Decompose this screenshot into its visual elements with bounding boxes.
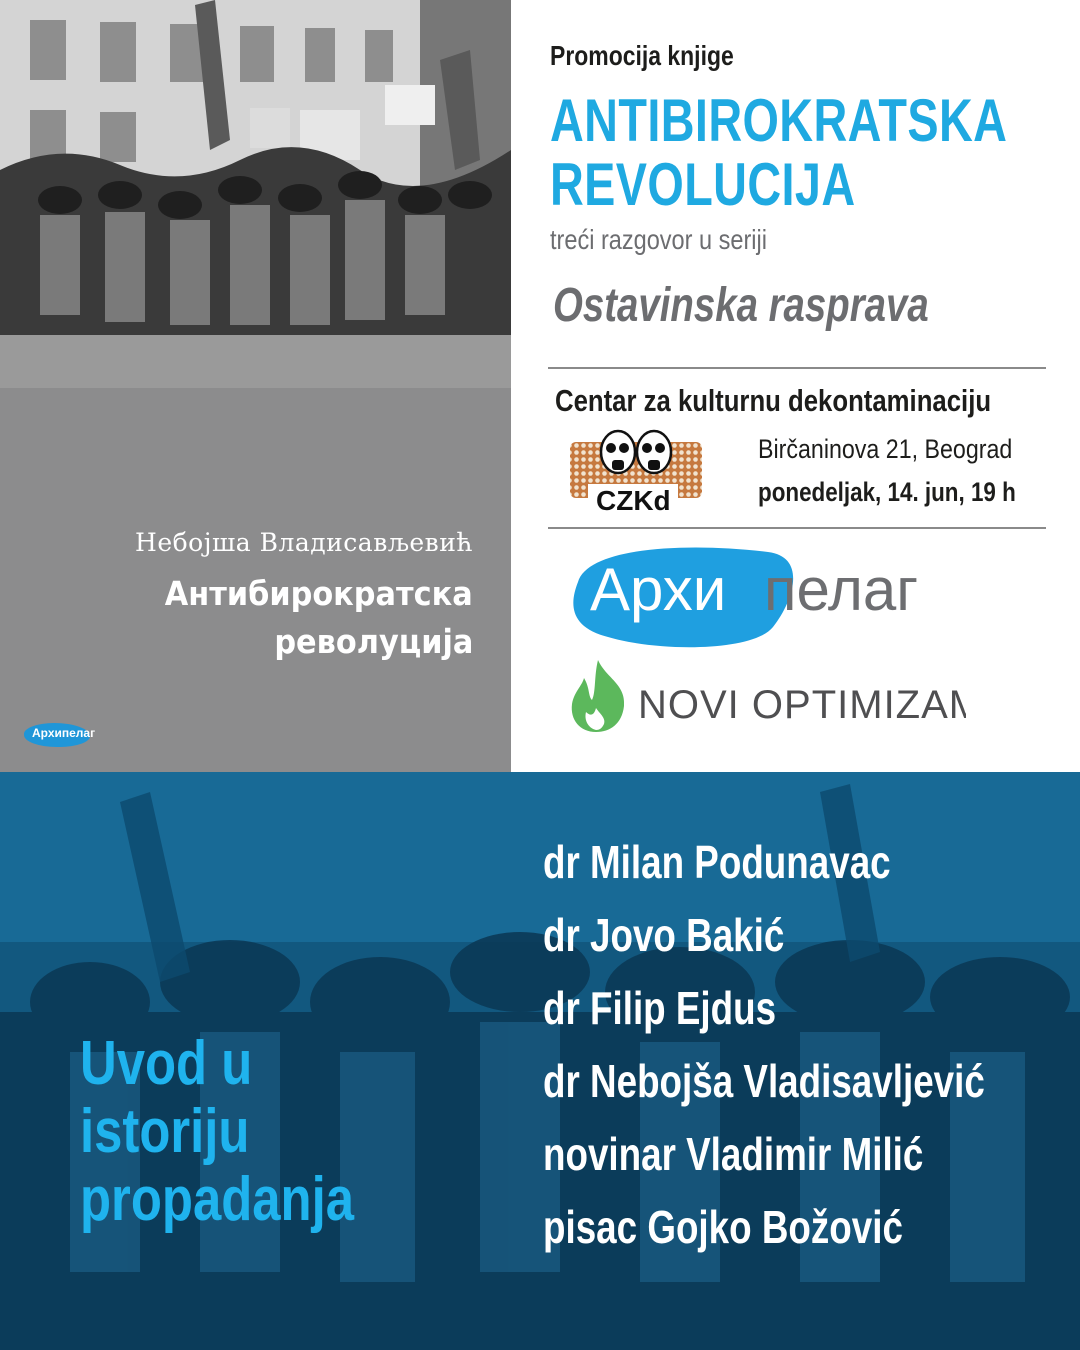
event-address: Birčaninova 21, Beograd xyxy=(758,434,1013,464)
arhipelag-logo-mark xyxy=(568,542,968,652)
series-subtitle: treći razgovor u seriji xyxy=(550,224,767,255)
speaker-item: novinar Vladimir Milić xyxy=(543,1128,924,1180)
venue-name: Centar za kulturnu dekontaminaciju xyxy=(555,383,992,418)
novi-optimizam-text: NOVI OPTIMIZAM xyxy=(638,683,966,727)
event-title-line-2: REVOLUCIJA xyxy=(550,151,856,218)
book-title-line-2: револуција xyxy=(273,622,473,661)
protest-photo xyxy=(0,0,511,388)
speaker-item: dr Nebojša Vladisavljević xyxy=(543,1055,985,1107)
tagline-line: propadanja xyxy=(80,1165,355,1234)
book-title-line-1: Антибирократска xyxy=(165,574,473,613)
tagline-line: istoriju xyxy=(80,1097,250,1166)
arhipelag-logo xyxy=(568,542,968,652)
arhipelag-logo-highlight: Архи xyxy=(590,556,727,623)
speaker-item: dr Jovo Bakić xyxy=(543,909,785,961)
novi-optimizam-logo xyxy=(566,656,966,736)
speakers-section xyxy=(0,772,1080,1350)
book-cover xyxy=(0,388,511,772)
gas-mask-icon xyxy=(566,428,706,516)
book-author: Небојша Владисављевић xyxy=(135,528,473,557)
cover-logo-text: Архипелаг xyxy=(32,726,96,740)
divider-top xyxy=(548,367,1046,369)
arhipelag-logo-rest: пелаг xyxy=(764,556,919,623)
event-intro: Promocija knjige xyxy=(550,40,734,71)
tagline-line: Uvod u xyxy=(80,1029,253,1098)
event-datetime: ponedeljak, 14. jun, 19 h xyxy=(758,477,1016,507)
speaker-item: pisac Gojko Božović xyxy=(543,1201,903,1253)
cover-publisher-logo xyxy=(24,721,118,749)
event-title-line-1: ANTIBIROKRATSKA xyxy=(550,87,1008,154)
speaker-item: dr Milan Podunavac xyxy=(543,836,891,888)
series-name: Ostavinska rasprava xyxy=(553,279,929,332)
flame-icon xyxy=(566,656,966,736)
tagline xyxy=(80,1030,354,1234)
speaker-item: dr Filip Ejdus xyxy=(543,982,777,1034)
speakers-list xyxy=(543,826,985,1264)
protest-photo-illustration xyxy=(0,0,511,388)
czkd-logo-text: CZKd xyxy=(596,485,671,516)
czkd-logo xyxy=(566,428,706,516)
divider-bottom xyxy=(548,527,1046,529)
